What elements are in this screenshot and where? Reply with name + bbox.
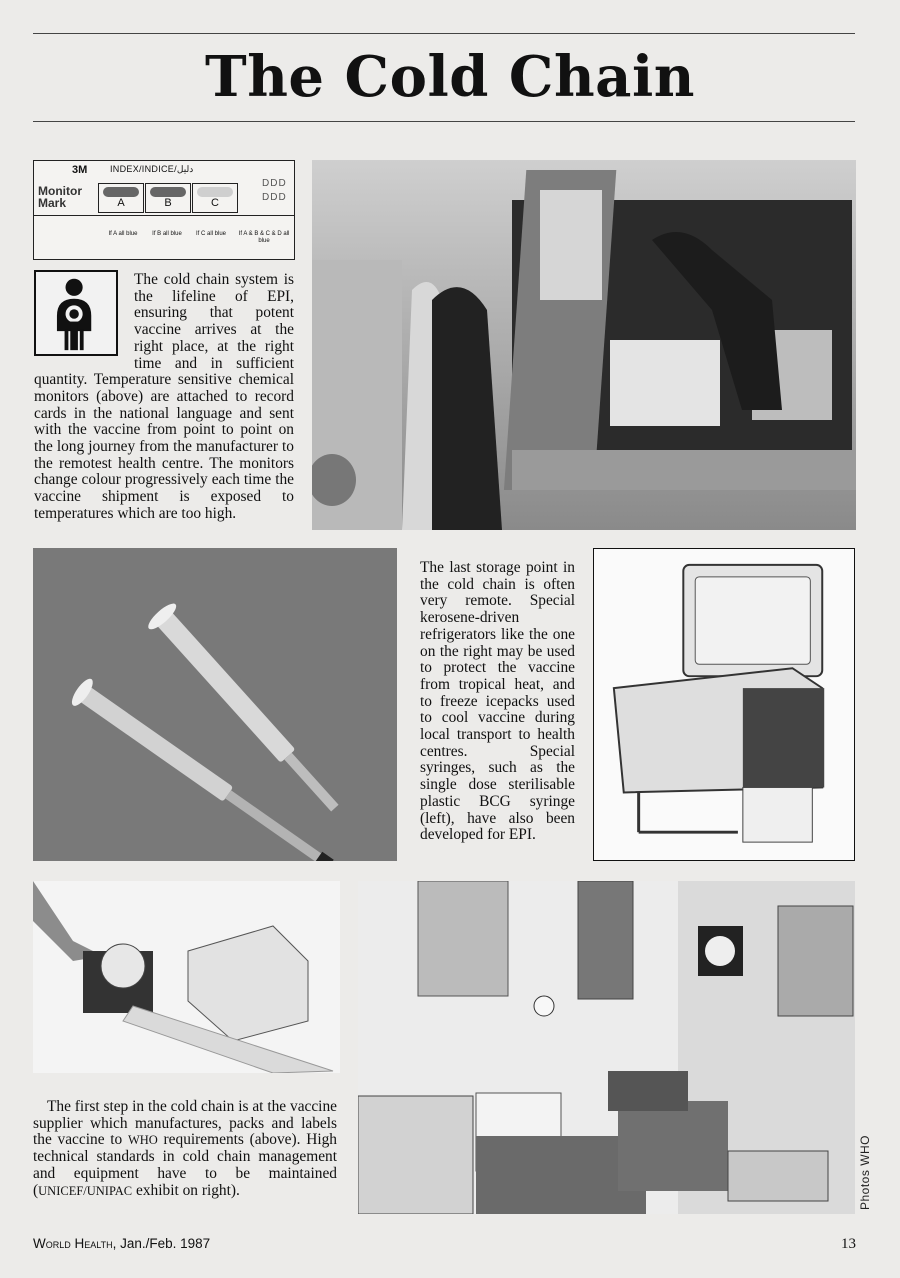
window-c: C [192,183,238,213]
bottom-paragraph: The first step in the cold chain is at the vaccine supplier which manufactures, packs and labels the vaccine to WHO requirements (above). High technical standards in cold chain management and equipment have to be maintained (UNICEF/UNIPAC exhibit on right). [33,1098,337,1199]
legend-c: If C all blue [195,231,226,237]
window-b: B [145,183,191,213]
who-abbrev: WHO [127,1133,158,1148]
brand-logo: 3M [72,164,88,176]
monitor-mark-card [33,160,295,260]
index-label: INDEX/INDICE/دليل [110,164,194,174]
middle-paragraph: The last storage point in the cold chain is often very remote. Special kerosene-driven refrigerators like the one on the right may be used to protect the vaccine from tropical heat, and to freeze icepacks used to cool vaccine during local transport to health centres. Special syringes, such as the single dose sterilisable plastic BCG syringe (left), have also been developed for EPI. [420,559,575,844]
legend-b: If B all blue [152,231,182,237]
photo-credit: Photos WHO [858,1134,872,1210]
refrigerator-photo [593,548,855,861]
page-number: 13 [841,1236,856,1252]
page-title: The Cold Chain [205,44,695,110]
footer-publication: World Health, Jan./Feb. 1987 [33,1236,211,1251]
van-photo [312,160,856,530]
legend-a: If A all blue [108,231,138,237]
monitor-card-header [34,161,294,216]
intro-paragraph: The cold chain system is the lifeline of EPI, ensuring that potent vaccine arrives at the right place, at the right time and in sufficient quantity. Temperature sensitive chemical monitors (above) are attached to record cards in the national language and sent with the vaccine from point to point on the long journey from the manufacturer to the remotest health centre. The monitors change colour progressively each time the vaccine shipment is exposed to temperatures which are too high. [34,271,294,522]
exhibit-photo [358,881,855,1214]
window-a: A [98,183,144,213]
title-rule [33,121,855,122]
packing-photo [33,881,340,1073]
legend-all: If A & B & C & D all blue [238,231,290,244]
syringe-photo [33,548,397,861]
unicef-abbrev: UNICEF/UNIPAC [38,1183,133,1198]
top-rule [33,33,855,34]
indicator-dots: DDD DDD [262,178,287,203]
monitor-name: Monitor Mark [38,184,82,210]
